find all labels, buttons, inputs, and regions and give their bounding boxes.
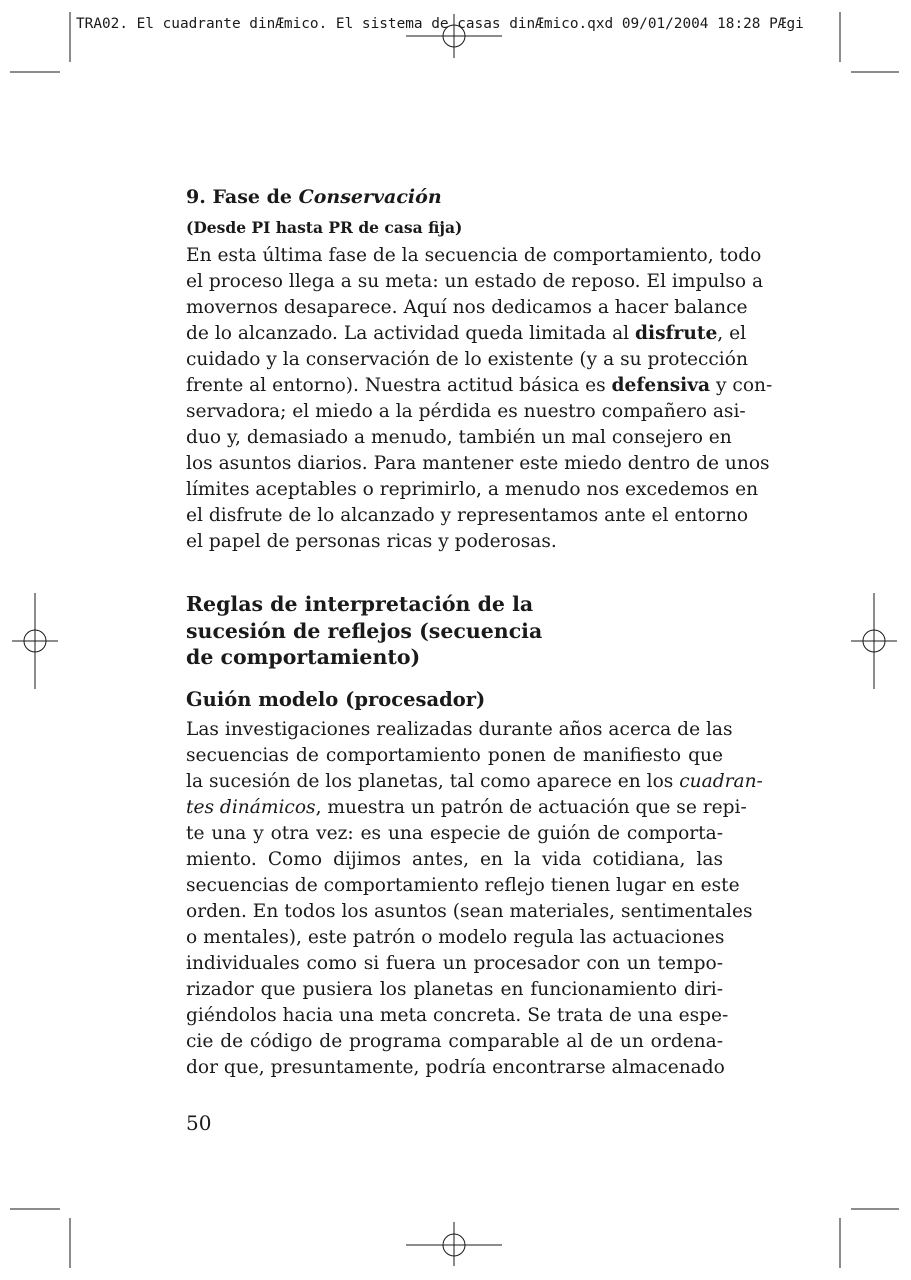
emphasis-disfrute: disfrute [635, 323, 718, 344]
rules-subheading: Guión modelo (procesador) [186, 687, 486, 711]
text-line: de lo alcanzado. La actividad queda limitada al disfrute, el [186, 323, 747, 344]
text-line: la sucesión de los planetas, tal como aparece en los cuadran- [186, 770, 763, 792]
text-line: límites aceptables o reprimirlo, a menudo nos excedemos en [186, 479, 759, 500]
text-line: giéndolos hacia una meta concreta. Se trata de una espe- [186, 1004, 729, 1026]
text-line: Las investigaciones realizadas durante años acerca de las [186, 718, 733, 740]
section-heading: 9. Fase de Conservación [186, 186, 442, 208]
text-line: o mentales), este patrón o modelo regula las actuaciones [186, 926, 725, 948]
text-line: el disfrute de lo alcanzado y representamos ante el entorno [186, 505, 749, 526]
text-line: individuales como si fuera un procesador con un tempo- [186, 952, 723, 974]
rules-heading: Reglas de interpretación de la sucesión de reflejos (secuencia de comportamiento) [186, 592, 543, 669]
text-line: servadora; el miedo a la pérdida es nuestro compañero asi- [186, 401, 746, 422]
text-line: secuencias de comportamiento reflejo tienen lugar en este [186, 874, 740, 896]
italic-term: tes dinámicos [186, 796, 316, 818]
text-line: el proceso llega a su meta: un estado de reposo. El impulso a [186, 271, 764, 292]
emphasis-defensiva: defensiva [611, 375, 711, 396]
text-line: tes dinámicos, muestra un patrón de actuación que se repi- [186, 796, 747, 818]
text-line: frente al entorno). Nuestra actitud básica es defensiva y con- [186, 375, 773, 396]
section-paragraph [186, 243, 773, 555]
print-slug: TRA02. El cuadrante dinÆmico. El sistema de casas dinÆmico.qxd 09/01/2004 18:28 PÆgi [76, 16, 804, 32]
text-line: cie de código de programa comparable al de un ordena- [186, 1030, 723, 1052]
page-content [186, 184, 773, 1081]
text-line: secuencias de comportamiento ponen de manifiesto que [186, 744, 723, 766]
text-line: los asuntos diarios. Para mantener este miedo dentro de unos [186, 453, 770, 474]
text-line: el papel de personas ricas y poderosas. [186, 531, 557, 552]
text-line: miento. Como dijimos antes, en la vida cotidiana, las [186, 848, 723, 870]
text-line: duo y, demasiado a menudo, también un mal consejero en [186, 427, 732, 448]
rules-paragraph [186, 717, 763, 1081]
text-line: cuidado y la conservación de lo existente (y a su protección [186, 349, 748, 370]
italic-term: cuadran- [679, 770, 763, 792]
text-line: orden. En todos los asuntos (sean materiales, sentimentales [186, 900, 753, 922]
text-line: rizador que pusiera los planetas en funcionamiento diri- [186, 978, 723, 1000]
text-line: te una y otra vez: es una especie de guión de comporta- [186, 822, 723, 844]
page-number: 50 [186, 1111, 212, 1135]
text-line: movernos desaparece. Aquí nos dedicamos a hacer balance [186, 297, 748, 318]
text-line: dor que, presuntamente, podría encontrarse almacenado [186, 1056, 725, 1078]
text-line: En esta última fase de la secuencia de comportamiento, todo [186, 245, 762, 266]
section-subtitle: (Desde PI hasta PR de casa fija) [186, 218, 463, 237]
